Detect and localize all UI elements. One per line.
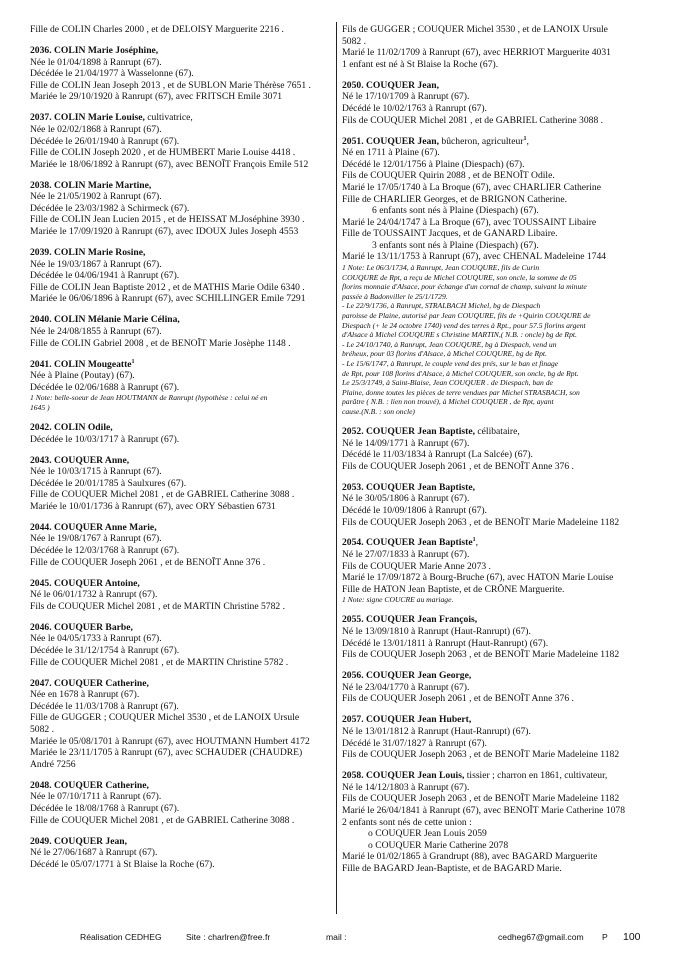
entry-number: 2039. xyxy=(30,247,52,259)
entry-line: Décédé le 10/09/1806 à Ranrupt (67). xyxy=(342,504,487,516)
entry-line: Fille de COLIN Jean Baptiste 2012 , et de MATHIS Marie Odile 6340 . xyxy=(30,281,305,293)
entry-line: Fils de COUQUER Joseph 2063 , et de BENOÎT Marie Madeleine 1182 xyxy=(342,793,620,805)
entry-line: Mariée le 18/06/1892 à Ranrupt (67), avec BENOÎT François Emile 512 xyxy=(30,158,309,170)
genealogy-entry xyxy=(30,522,330,568)
entry-number: 2037. xyxy=(30,112,52,124)
entry-number: 2043. xyxy=(30,454,52,466)
entry-line: Marié le 17/09/1872 à Bourg-Bruche (67), avec HATON Marie Louise xyxy=(342,572,614,584)
entry-line: Fils de COUQUER Joseph 2063 , et de BENOÎT Marie Madeleine 1182 xyxy=(342,516,620,528)
footnote-text: COUQURE de Rpt, a reçu de Michel COUQURE, son oncle, la somme de 05 xyxy=(342,272,577,282)
entry-line: Fille de COUQUER Michel 2081 , et de MARTIN Christine 5782 . xyxy=(30,656,289,668)
entry-name: COUQUER Jean Baptiste xyxy=(366,537,473,549)
entry-line: 3 enfants sont nés à Plaine (Diespach) (67). xyxy=(372,239,539,251)
entry-name: COUQUER Anne Marie, xyxy=(54,521,157,533)
entry-occupation: bûcheron, agriculteur xyxy=(439,135,524,147)
footnote-text: passée à Badonviller le 25/1/1729. xyxy=(342,291,448,301)
entry-number: 2044. xyxy=(30,521,52,533)
entry-line: o COUQUER Marie Catherine 2078 xyxy=(368,839,509,851)
footnote-text: parâtre ( N.B. : lien non trouvé), à Michel COUQUER , de Rpt, ayant xyxy=(342,397,554,407)
entry-line: Décédée le 11/03/1708 à Ranrupt (67). xyxy=(30,700,179,712)
entry-line: Marié le 24/04/1747 à La Broque (67), avec TOUSSAINT Libaire xyxy=(342,216,597,228)
genealogy-entry xyxy=(30,24,330,36)
entry-line: Née le 02/02/1868 à Ranrupt (67). xyxy=(30,123,162,135)
genealogy-entry xyxy=(30,247,330,305)
entry-line: Marié le 26/04/1841 à Ranrupt (67), avec BENOÎT Marie Catherine 1078 xyxy=(342,804,626,816)
footnote-text: Plaine, donne toutes les pièces de terre vendues par Michel STRASBACH, son xyxy=(342,387,580,397)
entry-line: Mariée le 05/08/1701 à Ranrupt (67), avec HOUTMANN Humbert 4172 xyxy=(30,735,310,747)
footnote-text: florins monnaie d'Alsace, pour échange d'un cornal de champ, suivant la minute xyxy=(342,282,587,292)
entry-line: Décédée le 02/06/1688 à Ranrupt (67). xyxy=(30,381,180,393)
footer-mail-label: mail : xyxy=(326,932,347,942)
entry-heading xyxy=(342,482,648,494)
entry-line: Fille de COLIN Charles 2000 , et de DELOISY Marguerite 2216 . xyxy=(30,24,284,35)
entry-line: Né en 1711 à Plaine (67). xyxy=(342,147,440,159)
entry-line: 5082 . xyxy=(342,35,366,47)
entry-line: Marié le 11/02/1709 à Ranrupt (67), avec HERRIOT Marguerite 4031 xyxy=(342,47,611,59)
entry-heading xyxy=(342,714,648,726)
entry-line: Décédé le 11/03/1834 à Ranrupt (La Salcée) (67). xyxy=(342,449,533,461)
genealogy-entry xyxy=(342,80,648,126)
footnote-marker: 1 xyxy=(472,537,476,544)
genealogy-entry xyxy=(342,482,648,528)
entry-line: Fille de COLIN Gabriel 2008 , et de BENOÎT Marie Josèphe 1148 . xyxy=(30,337,291,349)
entry-number: 2041. xyxy=(30,358,52,370)
genealogy-entry xyxy=(342,24,648,70)
entry-number: 2054. xyxy=(342,537,364,549)
entry-line: Fils de COUQUER Michel 2081 , et de MARTIN Christine 5782 . xyxy=(30,600,285,612)
entry-line: Décédée le 10/03/1717 à Ranrupt (67). xyxy=(30,433,180,445)
entry-name: COLIN Marie Joséphine, xyxy=(54,44,159,56)
footnote-text: de Rpt, pour 108 florins d'Alsace, à Michel COUQUER, son oncle, bg de Rpt. xyxy=(342,368,579,378)
entry-heading xyxy=(30,112,330,124)
genealogy-entry xyxy=(342,537,648,605)
entry-number: 2045. xyxy=(30,577,52,589)
entry-name: COUQUER Jean Hubert, xyxy=(366,714,472,726)
entry-line: Née le 04/05/1733 à Ranrupt (67). xyxy=(30,633,162,645)
entry-number: 2053. xyxy=(342,481,364,493)
entry-occupation: , xyxy=(475,537,479,549)
genealogy-entry xyxy=(30,314,330,349)
entry-line: André 7256 xyxy=(30,758,76,770)
entry-occupation: tissier ; charron en 1861, cultivateur, xyxy=(464,770,608,782)
entry-heading xyxy=(30,180,330,192)
genealogy-entry xyxy=(30,180,330,238)
entry-line: 6 enfants sont nés à Plaine (Diespach) (67). xyxy=(372,205,539,217)
entry-name: COLIN Marie Rosine, xyxy=(54,247,146,259)
entry-line: Fils de COUQUER Michel 2081 , et de GABRIEL Catherine 3088 . xyxy=(342,114,604,126)
entry-heading xyxy=(30,45,330,57)
entry-name: COUQUER Jean George, xyxy=(366,670,472,682)
genealogy-entry xyxy=(30,780,330,826)
entry-line: Décédée le 20/01/1785 à Saulxures (67). xyxy=(30,477,187,489)
footer-page-label: P xyxy=(602,932,608,942)
footer-email: cedheg67@gmail.com xyxy=(498,932,584,942)
entry-name: COLIN Marie Martine, xyxy=(54,179,152,191)
entry-number: 2046. xyxy=(30,621,52,633)
left-column xyxy=(30,24,330,880)
entry-name: COUQUER Jean, xyxy=(366,135,440,147)
entry-number: 2038. xyxy=(30,179,52,191)
entry-line: o COUQUER Jean Louis 2059 xyxy=(368,828,487,840)
footnote-text: Le 25/3/1749, à Saint-Blaise, Jean COUQUER . de Diespach, ban de xyxy=(342,378,553,388)
genealogy-entry xyxy=(30,622,330,668)
entry-line: Fils de GUGGER ; COUQUER Michel 3530 , et de LANOIX Ursule xyxy=(342,24,608,35)
entry-line: Fille de GUGGER ; COUQUER Michel 3530 , et de LANOIX Ursule xyxy=(30,712,300,724)
entry-name: COUQUER Jean, xyxy=(54,835,128,847)
entry-line: Fille de COUQUER Michel 2081 , et de GABRIEL Catherine 3088 . xyxy=(30,814,295,826)
footnote-text: cause.(N.B. : son oncle) xyxy=(342,406,415,416)
entry-line: Décédée le 21/04/1977 à Wasselonne (67). xyxy=(30,68,194,80)
entry-line: Née à Plaine (Poutay) (67). xyxy=(30,370,135,382)
entry-line: Décédé le 13/01/1811 à Ranrupt (Haut-Ranrupt) (67). xyxy=(342,637,549,649)
entry-name: COUQUER Anne, xyxy=(54,454,130,466)
footnote-text: 1 Note: belle-soeur de Jean HOUTMANN de Ranrupt (hypothèse : celui né en xyxy=(30,393,268,403)
entry-heading xyxy=(342,770,648,782)
entry-heading xyxy=(30,622,330,634)
entry-line: Décédée le 26/01/1940 à Ranrupt (67). xyxy=(30,135,180,147)
entry-name: COLIN Odile, xyxy=(54,421,113,433)
genealogy-entry xyxy=(30,45,330,103)
entry-line: Fille de COUQUER Joseph 2061 , et de BENOÎT Anne 376 . xyxy=(30,556,266,568)
entry-line: Fils de COUQUER Joseph 2061 , et de BENOÎT Anne 376 . xyxy=(342,693,574,705)
entry-number: 2036. xyxy=(30,44,52,56)
footnote-text: d'Alsace à Michel COUQURE s Christine MARTIN,( N.B. : oncle) bg de Rpt. xyxy=(342,330,577,340)
footnote-text: paroisse de Plaine, autorisé par Jean COUQURE, fils de +Quirin COUQURE de xyxy=(342,311,591,321)
entry-line: 2 enfants sont nés de cette union : xyxy=(342,816,472,828)
entry-heading xyxy=(30,422,330,434)
entry-line: Né le 17/10/1709 à Ranrupt (67). xyxy=(342,91,470,103)
footnote-text: bréheux, pour 03 florins d'Alsace, à Michel COUQURE, bg de Rpt. xyxy=(342,349,547,359)
entry-line: Décédée le 18/08/1768 à Ranrupt (67). xyxy=(30,802,180,814)
entry-line: Décédé le 10/02/1763 à Ranrupt (67). xyxy=(342,102,487,114)
entry-line: Née le 21/05/1902 à Ranrupt (67). xyxy=(30,191,162,203)
genealogy-entry xyxy=(30,578,330,613)
entry-heading xyxy=(30,359,330,371)
entry-name: COUQUER Jean Louis, xyxy=(366,770,465,782)
footer-page-number: 100 xyxy=(623,931,641,943)
footnote-text: - Le 22/9/1736, à Ranrupt, STRALBACH Michel, bg de Diespach xyxy=(342,301,541,311)
entry-line: Marié le 17/05/1740 à La Broque (67), avec CHARLIER Catherine xyxy=(342,181,601,193)
entry-number: 2052. xyxy=(342,425,364,437)
entry-number: 2050. xyxy=(342,79,364,91)
entry-number: 2042. xyxy=(30,421,52,433)
entry-line: Fille de COLIN Joseph 2020 , et de HUMBERT Marie Louise 4418 . xyxy=(30,147,296,159)
footnote-marker: 1 xyxy=(131,358,135,365)
entry-heading xyxy=(30,836,330,848)
entry-line: Fille de CHARLIER Georges, et de BRIGNON Catherine. xyxy=(342,193,567,205)
entry-line: Fille de BAGARD Jean-Baptiste, et de BAGARD Marie. xyxy=(342,862,562,874)
genealogy-entry xyxy=(342,426,648,472)
entry-line: Née le 07/10/1711 à Ranrupt (67). xyxy=(30,791,162,803)
entry-line: Décédé le 05/07/1771 à St Blaise la Roche (67). xyxy=(30,858,215,870)
entry-line: Mariée le 06/06/1896 à Ranrupt (67), avec SCHILLINGER Emile 7291 xyxy=(30,293,306,305)
entry-line: Née le 19/08/1767 à Ranrupt (67). xyxy=(30,533,162,545)
entry-name: COUQUER Catherine, xyxy=(54,779,149,791)
page-footer xyxy=(0,932,675,948)
entry-line: Née le 10/03/1715 à Ranrupt (67). xyxy=(30,466,162,478)
entry-line: 1 enfant est né à St Blaise la Roche (67). xyxy=(342,58,499,70)
entry-line: Né le 14/09/1771 à Ranrupt (67). xyxy=(342,437,470,449)
entry-number: 2040. xyxy=(30,314,52,326)
entry-heading xyxy=(342,426,648,438)
genealogy-entry xyxy=(342,614,648,660)
entry-line: Fille de COLIN Jean Joseph 2013 , et de SUBLON Marie Thérèse 7651 . xyxy=(30,79,311,91)
genealogy-entry xyxy=(30,678,330,771)
right-column xyxy=(342,24,648,884)
entry-name: COUQUER Antoine, xyxy=(54,577,140,589)
entry-line: Mariée le 29/10/1920 à Ranrupt (67), avec FRITSCH Emile 3071 xyxy=(30,91,283,103)
entry-line: Née le 19/03/1867 à Ranrupt (67). xyxy=(30,258,162,270)
entry-line: Née en 1678 à Ranrupt (67). xyxy=(30,689,140,701)
entry-line: Fils de COUQUER Joseph 2061 , et de BENOÎT Anne 376 . xyxy=(342,460,574,472)
entry-heading xyxy=(30,578,330,590)
genealogy-entry xyxy=(342,670,648,705)
entry-line: Fille de HATON Jean Baptiste, et de CRÔNE Marguerite. xyxy=(342,583,565,595)
genealogy-entry xyxy=(342,136,648,417)
entry-line: Marié le 01/02/1865 à Grandrupt (88), avec BAGARD Marguerite xyxy=(342,851,598,863)
entry-line: Né le 30/05/1806 à Ranrupt (67). xyxy=(342,493,470,505)
entry-line: Née le 01/04/1898 à Ranrupt (67). xyxy=(30,56,162,68)
entry-name: COUQUER Jean François, xyxy=(366,614,478,626)
entry-name: COUQUER Barbe, xyxy=(54,621,133,633)
entry-line: Fils de COUQUER Joseph 2063 , et de BENOÎT Marie Madeleine 1182 xyxy=(342,749,620,761)
entry-heading xyxy=(342,614,648,626)
entry-name: COUQUER Catherine, xyxy=(54,677,149,689)
genealogy-entry xyxy=(30,112,330,170)
entry-line: Né le 23/04/1770 à Ranrupt (67). xyxy=(342,681,470,693)
entry-line: Fille de COUQUER Michel 2081 , et de GABRIEL Catherine 3088 . xyxy=(30,489,295,501)
genealogy-entry xyxy=(30,455,330,513)
entry-number: 2047. xyxy=(30,677,52,689)
entry-name: COUQUER Jean, xyxy=(366,79,440,91)
entry-line: Mariée le 10/01/1736 à Ranrupt (67), avec ORY Sébastien 6731 xyxy=(30,500,276,512)
entry-line: Né le 13/01/1812 à Ranrupt (Haut-Ranrupt) (67). xyxy=(342,725,531,737)
entry-name: COLIN Marie Louise, xyxy=(54,112,145,124)
entry-line: Décédée le 23/03/1982 à Schirmeck (67). xyxy=(30,202,190,214)
entry-line: Décédée le 12/03/1768 à Ranrupt (67). xyxy=(30,545,180,557)
entry-line: Décédée le 04/06/1941 à Ranrupt (67). xyxy=(30,270,180,282)
entry-line: Décédé le 12/01/1756 à Plaine (Diespach) (67). xyxy=(342,158,525,170)
entry-line: Né le 13/09/1810 à Ranrupt (Haut-Ranrupt) (67). xyxy=(342,626,531,638)
entry-heading xyxy=(342,80,648,92)
entry-line: Mariée le 23/11/1705 à Ranrupt (67), avec SCHAUDER (CHAUDRE) xyxy=(30,747,303,759)
entry-line: Décédée le 31/12/1754 à Ranrupt (67). xyxy=(30,645,180,657)
genealogy-entry xyxy=(342,770,648,874)
footnote-text: 1 Note: Le 06/3/1734, à Ranrupt, Jean COUQURE, fils de Curin xyxy=(342,263,540,273)
footnote-text: 1645 ) xyxy=(30,402,50,412)
genealogy-entry xyxy=(30,359,330,413)
entry-name: COLIN Mougeatte xyxy=(54,358,132,370)
entry-heading xyxy=(342,537,648,549)
entry-number: 2056. xyxy=(342,670,364,682)
entry-line: Né le 06/01/1732 à Ranrupt (67). xyxy=(30,589,158,601)
genealogy-entry xyxy=(30,422,330,445)
genealogy-entry xyxy=(30,836,330,871)
entry-heading xyxy=(30,314,330,326)
footnote-text: - Le 24/10/1740, à Ranrupt, Jean COUQURE, bg à Diespach, vend un xyxy=(342,339,557,349)
entry-name: COUQUER Jean Baptiste, xyxy=(366,481,475,493)
entry-line: Née le 24/08/1855 à Ranrupt (67). xyxy=(30,326,162,338)
footer-realisation: Réalisation CEDHEG xyxy=(80,932,162,942)
entry-heading xyxy=(30,780,330,792)
entry-line: Né le 14/12/1803 à Ranrupt (67). xyxy=(342,781,470,793)
entry-line: Mariée le 17/09/1920 à Ranrupt (67), avec IDOUX Jules Joseph 4553 xyxy=(30,226,299,238)
entry-number: 2048. xyxy=(30,779,52,791)
entry-number: 2058. xyxy=(342,770,364,782)
footnote-text: 1 Note: signe COUCRE au mariage. xyxy=(342,595,454,605)
entry-line: 5082 . xyxy=(30,723,54,735)
entry-heading xyxy=(30,247,330,259)
entry-occupation: célibataire, xyxy=(475,425,520,437)
footnote-text: - Le 15/6/1747, à Ranrupt, le couple vend des prés, sur le ban et finage xyxy=(342,359,559,368)
footer-site: Site : charlren@free.fr xyxy=(186,932,271,942)
column-divider xyxy=(336,22,337,914)
entry-line: Décédé le 31/07/1827 à Ranrupt (67). xyxy=(342,737,487,749)
entry-heading xyxy=(30,678,330,690)
entry-line: Fils de COUQUER Marie Anne 2073 . xyxy=(342,560,491,572)
footnote-marker: 1 xyxy=(523,135,527,142)
entry-line: Fille de TOUSSAINT Jacques, et de GANARD Libaire. xyxy=(342,228,558,240)
genealogy-entry xyxy=(342,714,648,760)
entry-number: 2055. xyxy=(342,614,364,626)
entry-line: Fille de COLIN Jean Lucien 2015 , et de HEISSAT M.Joséphine 3930 . xyxy=(30,214,305,226)
entry-line: Fils de COUQUER Joseph 2063 , et de BENOÎT Marie Madeleine 1182 xyxy=(342,649,620,661)
entry-heading xyxy=(342,136,648,148)
entry-number: 2057. xyxy=(342,714,364,726)
entry-line: Né le 27/06/1687 à Ranrupt (67). xyxy=(30,847,158,859)
entry-line: Fils de COUQUER Quirin 2088 , et de BENOÎT Odile. xyxy=(342,170,555,182)
entry-number: 2049. xyxy=(30,835,52,847)
entry-line: Marié le 13/11/1753 à Ranrupt (67), avec CHENAL Madeleine 1744 xyxy=(342,251,607,263)
footnote-text: Diespach (+ le 24 octobre 1740) vend des terres à Rpt., pour 57.5 florins argent xyxy=(342,320,586,330)
entry-name: COLIN Mélanie Marie Célina, xyxy=(54,314,180,326)
entry-punctuation: , xyxy=(526,135,529,147)
entry-heading xyxy=(30,522,330,534)
entry-heading xyxy=(342,670,648,682)
entry-name: COUQUER Jean Baptiste, xyxy=(366,425,475,437)
entry-occupation: cultivatrice, xyxy=(144,112,193,124)
entry-number: 2051. xyxy=(342,135,364,147)
entry-line: Né le 27/07/1833 à Ranrupt (67). xyxy=(342,549,470,561)
entry-heading xyxy=(30,455,330,467)
